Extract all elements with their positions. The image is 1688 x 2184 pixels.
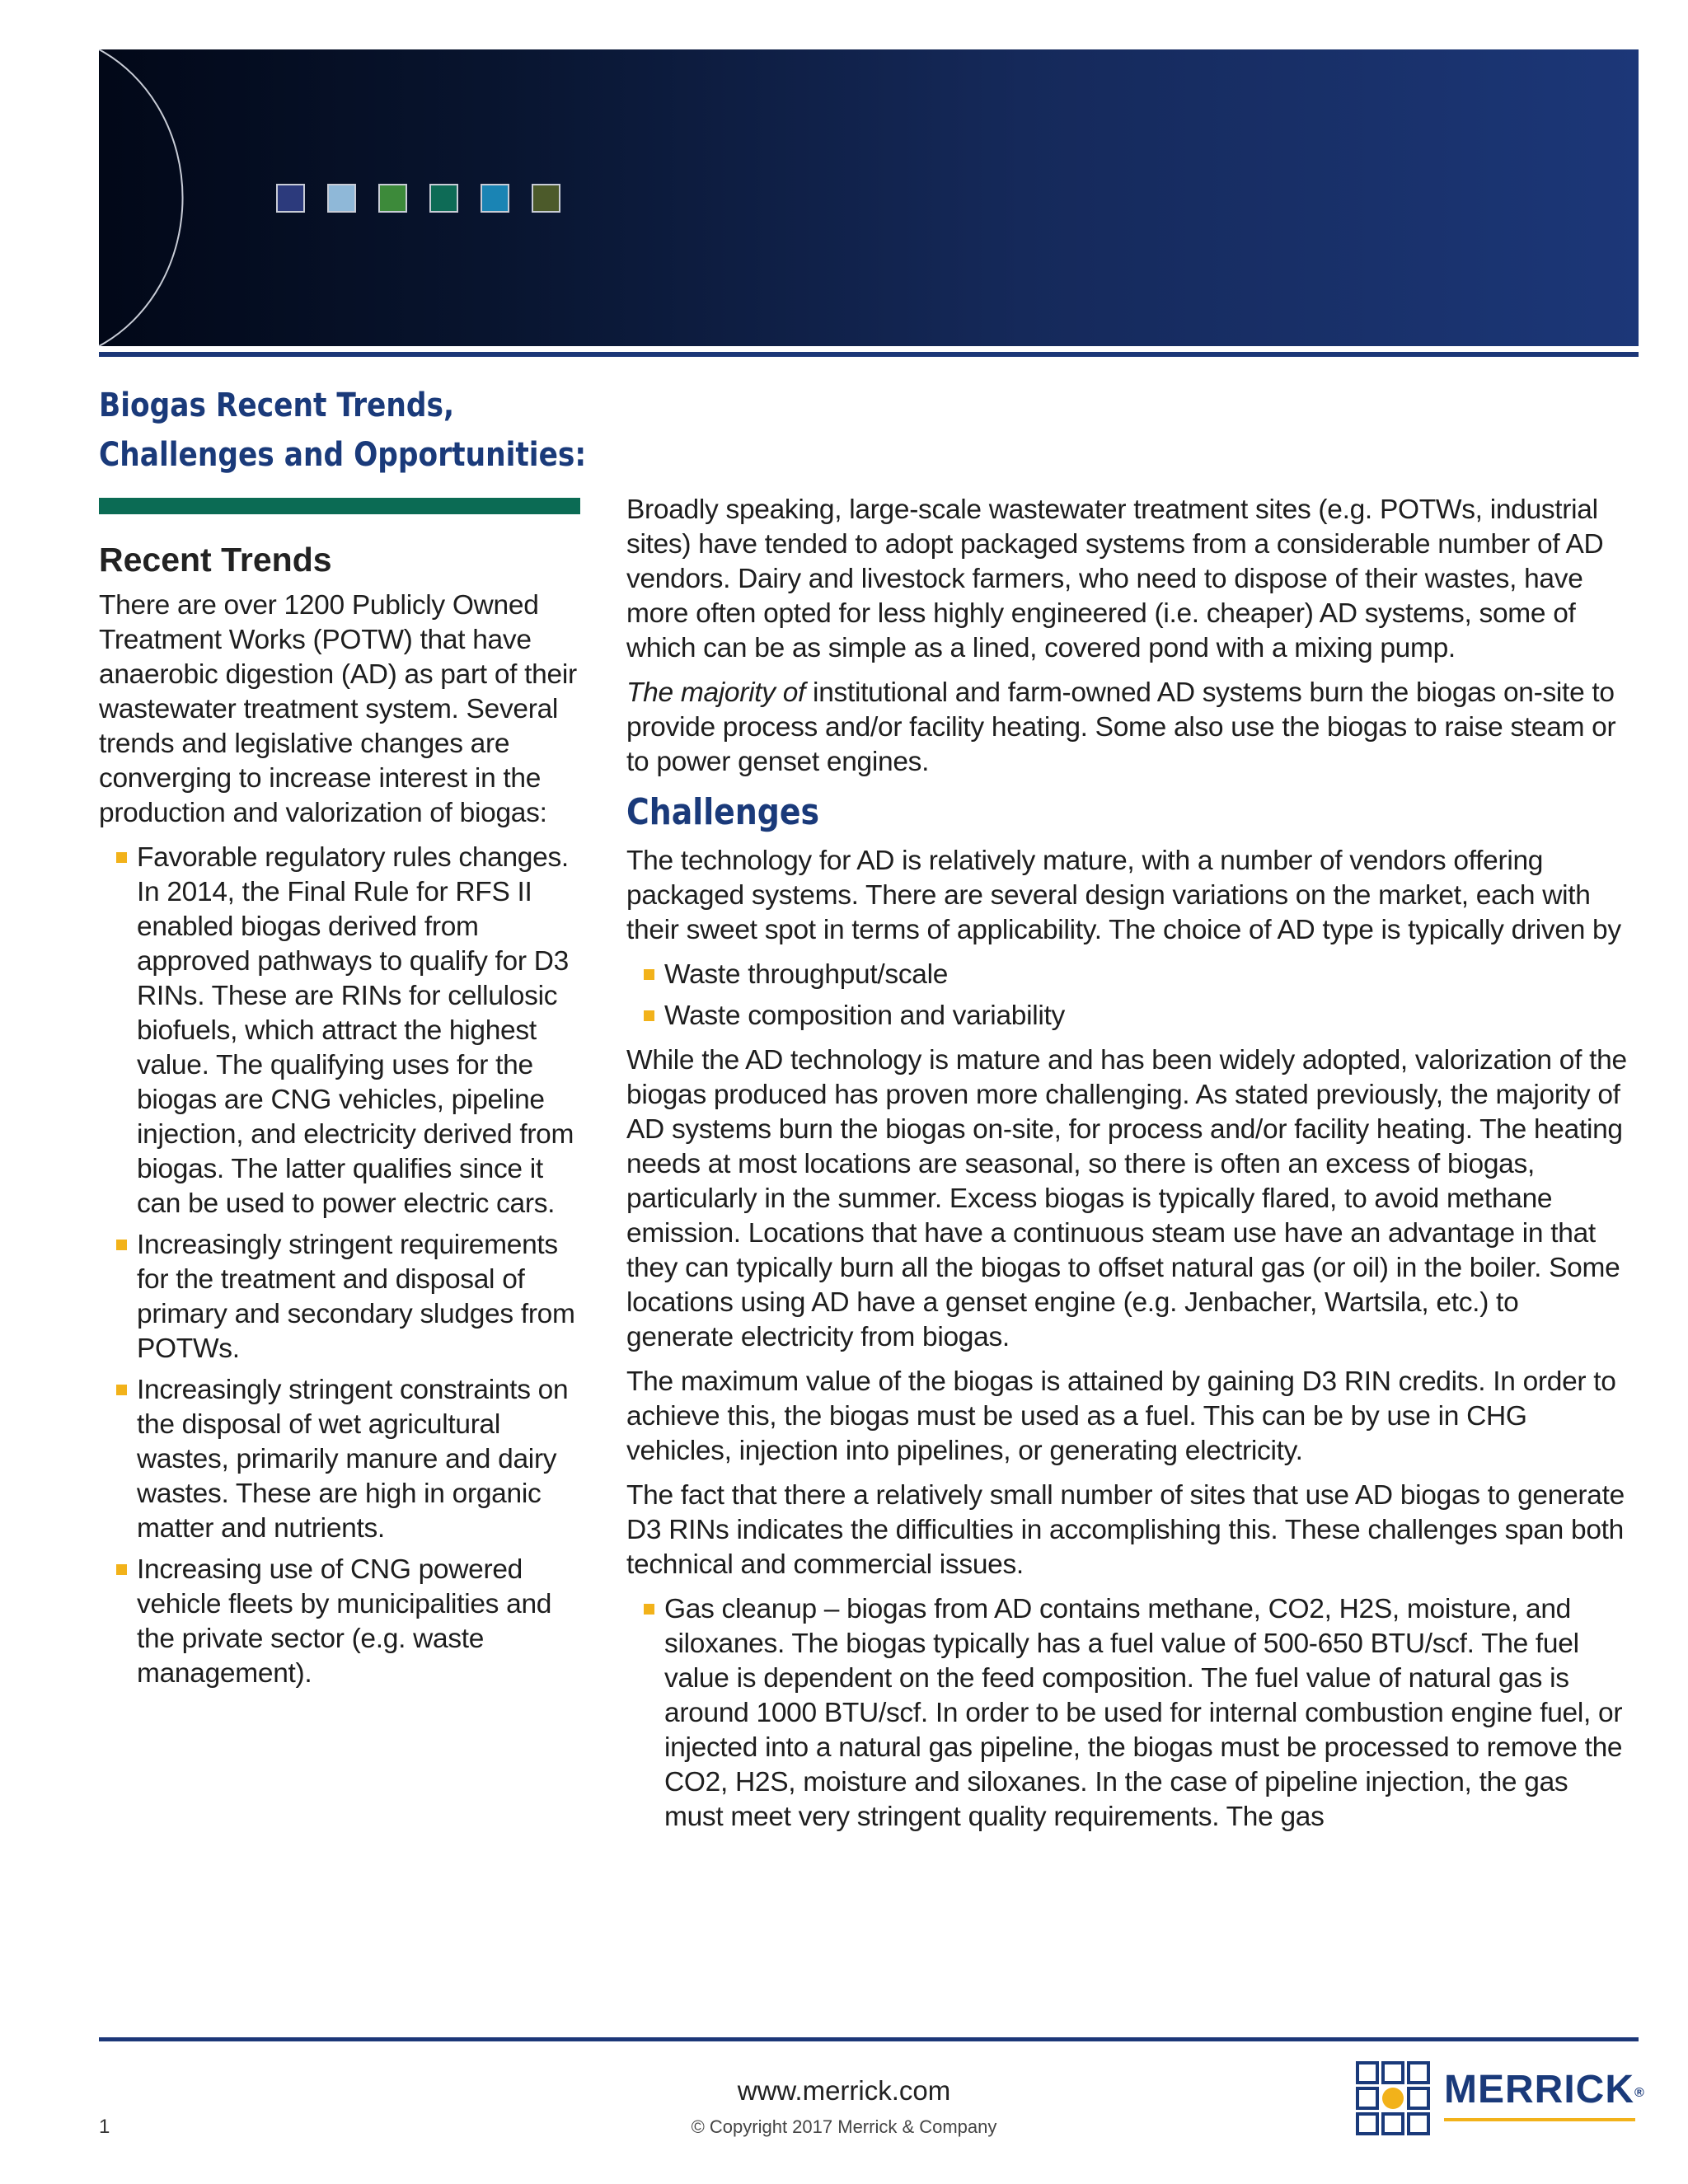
color-square	[276, 184, 305, 213]
paragraph-packaged-systems: Broadly speaking, large-scale wastewater treatment sites (e.g. POTWs, industrial sites) have tended to adopt packaged systems from a considerable number of AD vendors. Dairy and livestock farmers, who need to dispose of their wastes, have more often opted for less highly engineered (i.e. cheaper) AD systems, some of which can be as simple as a lined, covered pond with a mixing pump.	[626, 494, 1604, 663]
issues-list	[626, 1592, 1630, 1835]
left-column	[99, 534, 587, 1701]
recent-trends-heading: Recent Trends	[99, 541, 332, 579]
footer-rule	[99, 2037, 1639, 2041]
page-number: 1	[99, 2116, 110, 2138]
list-item: Increasingly stringent requirements for the treatment and disposal of primary and secondary sludges from POTWs.	[137, 1228, 587, 1366]
color-square	[532, 184, 560, 213]
list-item: Increasingly stringent constraints on the disposal of wet agricultural wastes, primarily manure and dairy wastes. These are high in organic matter and nutrients.	[137, 1373, 587, 1546]
title-line-2: Challenges and Opportunities:	[99, 436, 587, 474]
color-square	[481, 184, 509, 213]
header-banner	[99, 49, 1639, 346]
paragraph-technology: The technology for AD is relatively mature, with a number of vendors offering packaged systems. There are several design variations on the market, each with their sweet spot in terms of applicability. The choice of AD type is typically driven by	[626, 846, 1621, 945]
banner-rule	[99, 352, 1639, 357]
paragraph-text: institutional and farm-owned AD systems burn the biogas on-site to provide process and/or facility heating. Some also use the biogas to raise steam or to power genset engines.	[626, 677, 1616, 777]
color-squares	[276, 184, 560, 213]
challenges-heading: Challenges	[626, 791, 820, 833]
merrick-logo	[1444, 2069, 1645, 2111]
list-item: Waste throughput/scale	[664, 958, 1630, 992]
registered-mark: ®	[1634, 2086, 1645, 2100]
right-column	[626, 493, 1630, 1844]
list-item: Favorable regulatory rules changes. In 2014, the Final Rule for RFS II enabled biogas derived from approved pathways to qualify for D3 RINs. These are RINs for cellulosic biofuels, which attract the highest value. The qualifying uses for the biogas are CNG vehicles, pipeline injection, and electricity derived from biogas. The latter qualifies since it can be used to power electric cars.	[137, 841, 587, 1221]
logo-underline	[1444, 2118, 1635, 2121]
list-item: Waste composition and variability	[664, 999, 1630, 1033]
paragraph-difficulties: The fact that there a relatively small number of sites that use AD biogas to generate D3 RINs indicates the difficulties in accomplishing this. These challenges span both technical and commercial issues.	[626, 1480, 1625, 1580]
paragraph-burn-onsite	[626, 676, 1630, 780]
list-item: Increasing use of CNG powered vehicle fleets by municipalities and the private sector (e.g. waste management).	[137, 1553, 587, 1691]
list-item: Gas cleanup – biogas from AD contains methane, CO2, H2S, moisture, and siloxanes. The biogas typically has a fuel value of 500-650 BTU/scf. The fuel value is dependent on the feed composition. The fuel value of natural gas is around 1000 BTU/scf. In order to be used for internal combustion engine fuel, or injected into a natural gas pipeline, the biogas must be processed to remove the CO2, H2S, moisture and siloxanes. In the case of pipeline injection, the gas must meet very stringent quality requirements. The gas	[664, 1592, 1630, 1835]
color-square	[327, 184, 356, 213]
paragraph-max-value: The maximum value of the biogas is attained by gaining D3 RIN credits. In order to achieve this, the biogas must be used as a fuel. This can be by use in CHG vehicles, injection into pipelines, or generating electricity.	[626, 1366, 1616, 1466]
title-line-1: Biogas Recent Trends,	[99, 387, 455, 424]
color-square	[429, 184, 458, 213]
color-square	[378, 184, 407, 213]
section-accent-bar	[99, 498, 580, 514]
drivers-list	[626, 958, 1630, 1033]
trends-list	[99, 841, 587, 1691]
recent-trends-intro: There are over 1200 Publicly Owned Treatment Works (POTW) that have anaerobic digestion (AD) as part of their wastewater treatment system. Several trends and legislative changes are converging to increase interest in the production and valorization of biogas:	[99, 590, 577, 828]
merrick-logo-icon	[1356, 2061, 1430, 2135]
paragraph-valorization: While the AD technology is mature and has been widely adopted, valorization of the biogas produced has proven more challenging. As stated previously, the majority of AD systems burn the biogas on-site, for process and/or facility heating. The heating needs at most locations are seasonal, so there is often an excess of biogas, particularly in the summer. Excess biogas is typically flared, to avoid methane emission. Locations that have a continuous steam use have an advantage in that they can typically burn all the biogas to offset natural gas (or oil) in the boiler. Some locations using AD have a genset engine (e.g. Jenbacher, Wartsila, etc.) to generate electricity from biogas.	[626, 1045, 1627, 1352]
document-title	[99, 381, 595, 480]
footer-copyright: © Copyright 2017 Merrick & Company	[691, 2116, 997, 2137]
footer-website-link[interactable]: www.merrick.com	[737, 2075, 951, 2106]
logo-wordmark: MERRICK	[1444, 2068, 1634, 2111]
italic-lead: The majority of	[626, 677, 806, 708]
